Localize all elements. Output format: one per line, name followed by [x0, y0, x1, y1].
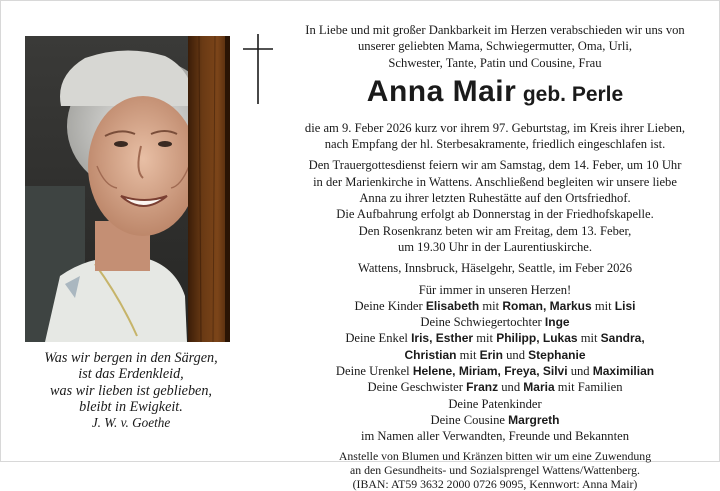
death-line: die am 9. Feber 2026 kurz vor ihrem 97. Geburtstag, im Kreis ihrer Lieben, [304, 120, 686, 135]
donation-line: an den Gesundheits- und Sozialsprengel Wattens/Wattenberg. [350, 462, 640, 477]
family-enkel: Deine Enkel Iris, Esther mit Philipp, Lukas mit Sandra, [345, 331, 645, 346]
portrait-photo [25, 36, 230, 342]
family-kinder: Deine Kinder Elisabeth mit Roman, Markus mit Lisi [354, 298, 636, 313]
quote-line: bleibt in Ewigkeit. [79, 398, 183, 415]
family-schwiegertochter: Deine Schwiegertochter Inge [420, 315, 570, 330]
service-line: Den Rosenkranz beten wir am Freitag, dem 13. Feber, [358, 223, 632, 238]
place-date: Wattens, Innsbruck, Häselgehr, Seattle, im Feber 2026 [357, 261, 633, 276]
donation-line: (IBAN: AT59 3632 2000 0726 9095, Kennwort: Anna Mair) [352, 476, 638, 491]
family-geschwister: Deine Geschwister Franz und Maria mit Familien [367, 380, 623, 395]
quote-line: ist das Erdenkleid, [78, 366, 184, 383]
obituary-text [280, 22, 710, 491]
intro-line: unserer geliebten Mama, Schwiegermutter, Oma, Urli, [357, 39, 633, 54]
intro-line: Schwester, Tante, Patin und Cousine, Frau [388, 55, 602, 70]
family-urenkel: Deine Urenkel Helene, Miriam, Freya, Silvi und Maximilian [335, 364, 655, 379]
service-line: Anna zu ihrer letzten Ruhestätte auf den Ortsfriedhof. [359, 191, 631, 206]
death-line: nach Empfang der hl. Sterbesakramente, friedlich eingeschlafen ist. [324, 137, 666, 152]
forever-line: Für immer in unseren Herzen! [418, 282, 572, 297]
maiden-name: geb. Perle [522, 82, 624, 106]
cross-icon [242, 34, 274, 104]
service-line: um 19.30 Uhr in der Laurentiuskirche. [397, 239, 593, 254]
family-patenkinder: Deine Patenkinder [448, 396, 542, 411]
quote-line: Was wir bergen in den Särgen, [44, 350, 218, 366]
donation-line: Anstelle von Blumen und Kränzen bitten wir um eine Zuwendung [338, 448, 652, 463]
deceased-name: Anna Mair [366, 74, 517, 108]
deceased-name-line [280, 75, 710, 114]
family-verwandte: im Namen aller Verwandten, Freunde und Bekannten [360, 429, 629, 444]
service-line: Den Trauergottesdienst feiern wir am Samstag, dem 14. Feber, um 10 Uhr [308, 158, 682, 173]
family-enkel-continued: Christian mit Erin und Stephanie [404, 347, 586, 362]
intro-line: In Liebe und mit großer Dankbarkeit im Herzen verabschieden wir uns von [305, 23, 685, 37]
family-cousine: Deine Cousine Margreth [430, 412, 560, 427]
quote-author: J. W. v. Goethe [91, 415, 171, 431]
service-line: Die Aufbahrung erfolgt ab Donnerstag in der Friedhofskapelle. [336, 207, 654, 222]
goethe-quote [16, 350, 246, 431]
service-line: in der Marienkirche in Wattens. Anschließend begleiten wir unsere liebe [313, 174, 677, 189]
quote-line: was wir lieben ist geblieben, [50, 382, 212, 399]
